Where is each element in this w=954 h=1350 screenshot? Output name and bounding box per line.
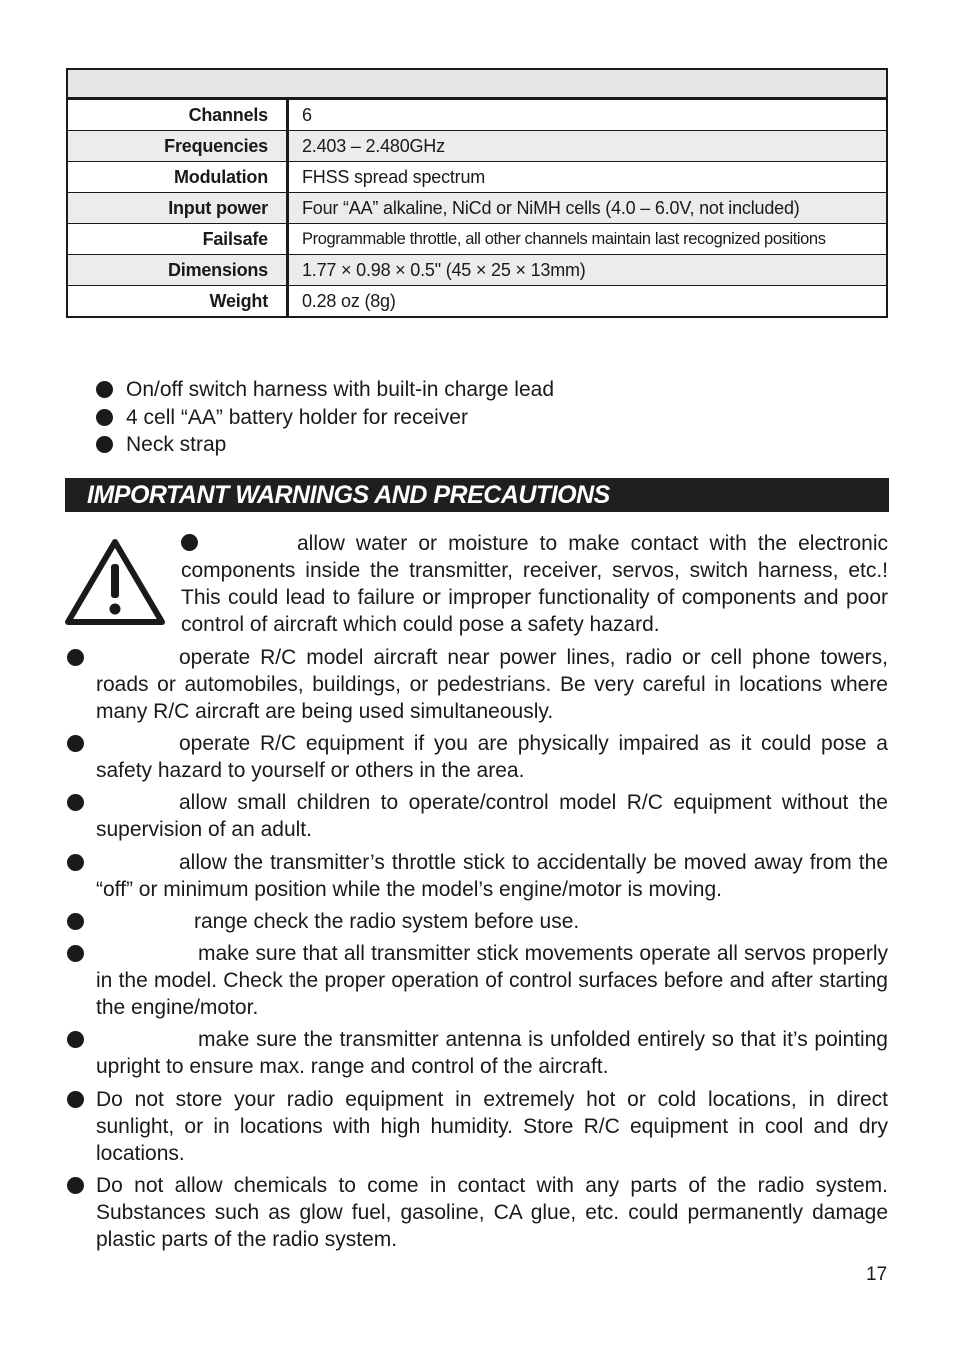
warning-text: allow water or moisture to make contact with the electronic components inside the transmitter, receiver, servos, switch harness, etc.! This could lead to failure or improper functionality of components and poor control of aircraft which could pose a safety hazard. <box>181 532 888 636</box>
warning-item <box>181 530 888 638</box>
bullet-dot-icon <box>96 381 113 398</box>
spec-table <box>66 68 888 318</box>
list-item <box>96 431 554 459</box>
bullet-dot-icon <box>67 913 84 930</box>
bullet-dot-icon <box>67 945 84 962</box>
warning-text: Do not allow chemicals to come in contact with any parts of the radio system. Substances such as glow fuel, gasoline, CA glue, etc. could permanently damage plastic parts of the radio system. <box>96 1174 888 1251</box>
warning-item <box>96 849 888 903</box>
warning-text: allow the transmitter’s throttle stick to accidentally be moved away from the “off” or minimum position while the model’s engine/motor is moving. <box>96 851 888 901</box>
spec-row-input-power <box>67 193 887 224</box>
spec-label: Input power <box>67 193 288 224</box>
spec-row-weight <box>67 286 887 318</box>
spec-label: Frequencies <box>67 131 288 162</box>
bullet-dot-icon <box>96 409 113 426</box>
warning-item <box>96 940 888 1021</box>
page-number: 17 <box>866 1264 888 1285</box>
warning-item <box>96 789 888 843</box>
warning-item <box>96 730 888 784</box>
warning-text: operate R/C equipment if you are physically impaired as it could pose a safety hazard to yourself or others in the area. <box>96 732 888 782</box>
bullet-dot-icon <box>67 794 84 811</box>
spec-label: Channels <box>67 99 288 131</box>
warning-text: operate R/C model aircraft near power lines, radio or cell phone towers, roads or automobiles, buildings, or pedestrians. Be very careful in locations where many R/C aircraft are being used simultaneously. <box>96 646 888 723</box>
list-item-text: Neck strap <box>126 433 227 456</box>
list-item <box>96 404 554 432</box>
spec-value: Programmable throttle, all other channels maintain last recognized positions <box>288 224 888 255</box>
bullet-dot-icon <box>67 649 84 666</box>
spec-value: 2.403 – 2.480GHz <box>288 131 888 162</box>
warning-text: range check the radio system before use. <box>194 910 580 933</box>
bullet-dot-icon <box>181 534 198 551</box>
warning-triangle-icon <box>64 538 166 626</box>
bullet-dot-icon <box>67 1091 84 1108</box>
spec-row-channels <box>67 99 887 131</box>
warning-item <box>96 1026 888 1080</box>
spec-table-header <box>67 69 887 99</box>
bullet-dot-icon <box>67 1177 84 1194</box>
bullet-dot-icon <box>67 854 84 871</box>
spec-label: Weight <box>67 286 288 318</box>
list-item <box>96 376 554 404</box>
spec-value: Four “AA” alkaline, NiCd or NiMH cells (4.0 – 6.0V, not included) <box>288 193 888 224</box>
bullet-dot-icon <box>67 735 84 752</box>
spec-row-failsafe <box>67 224 887 255</box>
spec-label: Failsafe <box>67 224 288 255</box>
spec-value: 0.28 oz (8g) <box>288 286 888 318</box>
warning-text: make sure that all transmitter stick movements operate all servos properly in the model. Check the proper operation of control surfaces before and after starting the engine/motor. <box>96 942 888 1019</box>
warning-text: allow small children to operate/control model R/C equipment without the supervision of an adult. <box>96 791 888 841</box>
warning-item <box>96 908 888 935</box>
spec-value: 1.77 × 0.98 × 0.5" (45 × 25 × 13mm) <box>288 255 888 286</box>
spec-label: Modulation <box>67 162 288 193</box>
list-item-text: 4 cell “AA” battery holder for receiver <box>126 405 468 429</box>
warning-item <box>96 644 888 725</box>
spec-row-modulation <box>67 162 887 193</box>
spec-value: 6 <box>288 99 888 131</box>
spec-label: Dimensions <box>67 255 288 286</box>
warning-text: make sure the transmitter antenna is unfolded entirely so that it’s pointing upright to ensure max. range and control of the aircraft. <box>96 1028 888 1078</box>
spec-row-dimensions <box>67 255 887 286</box>
spec-value: FHSS spread spectrum <box>288 162 888 193</box>
warning-item <box>96 1086 888 1167</box>
warning-item <box>96 1172 888 1253</box>
spec-table-header-cell <box>67 69 887 99</box>
warning-text: Do not store your radio equipment in extremely hot or cold locations, in direct sunlight, or in locations with high humidity. Store R/C equipment in cool and dry locations. <box>96 1088 888 1165</box>
bullet-dot-icon <box>67 1031 84 1048</box>
included-items-list <box>96 376 554 459</box>
section-title: IMPORTANT WARNINGS AND PRECAUTIONS <box>65 478 889 512</box>
bullet-dot-icon <box>96 436 113 453</box>
spec-row-frequencies <box>67 131 887 162</box>
list-item-text: On/off switch harness with built-in charge lead <box>126 378 554 401</box>
